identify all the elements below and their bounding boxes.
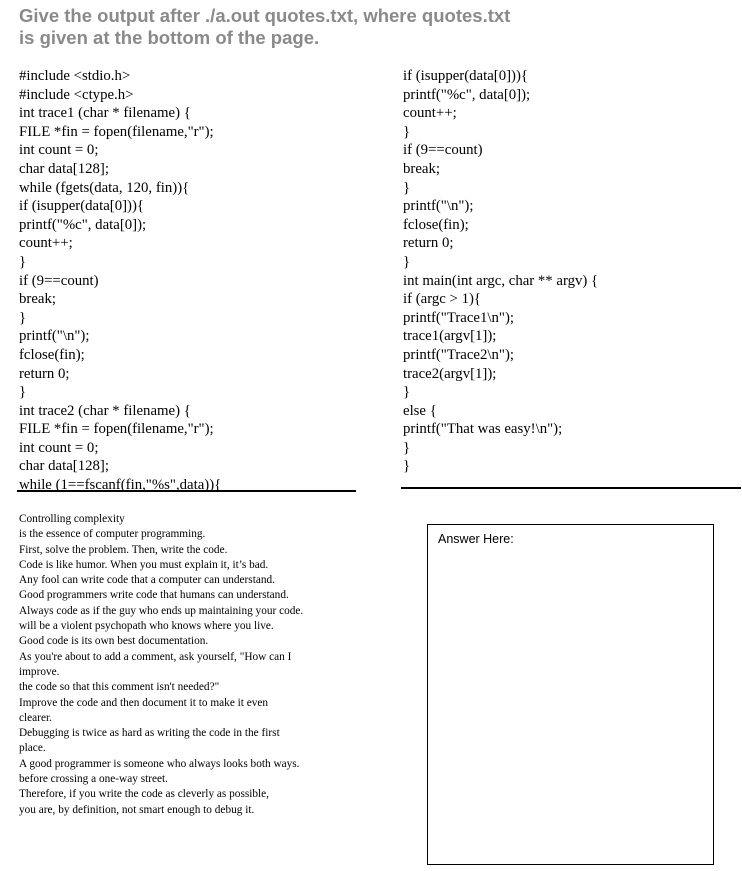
code-line: int trace2 (char * filename) { <box>19 402 191 419</box>
code-line: while (fgets(data, 120, fin)){ <box>19 179 190 196</box>
code-line: if (9==count) <box>403 142 483 159</box>
code-line: fclose(fin); <box>403 216 469 233</box>
quote-line: improve. <box>19 665 60 678</box>
quote-line: Therefore, if you write the code as cleverly as possible, <box>19 788 270 801</box>
divider-right <box>401 487 741 489</box>
code-line: printf("\n"); <box>19 328 90 345</box>
page-heading <box>19 5 579 49</box>
answer-label: Answer Here: <box>438 532 514 546</box>
quote-line: Controlling complexity <box>19 513 125 525</box>
code-line: int count = 0; <box>19 142 99 159</box>
code-line: trace1(argv[1]); <box>403 328 497 345</box>
quote-line: place. <box>19 742 46 755</box>
code-listing-right <box>403 67 598 476</box>
code-line: } <box>403 439 411 456</box>
code-line: if (isupper(data[0])){ <box>403 68 529 84</box>
code-line: fclose(fin); <box>19 346 85 363</box>
code-line: printf("%c", data[0]); <box>403 86 531 103</box>
code-line: printf("Trace2\n"); <box>403 346 514 363</box>
code-line: #include <stdio.h> <box>19 68 131 84</box>
code-line: if (9==count) <box>19 272 99 289</box>
quote-line: Code is like humor. When you must explain it, it’s bad. <box>19 558 269 571</box>
answer-box[interactable] <box>427 524 714 865</box>
code-line: count++; <box>19 235 73 252</box>
code-line: #include <ctype.h> <box>19 86 134 103</box>
code-line: break; <box>19 291 56 308</box>
code-line: return 0; <box>19 365 70 382</box>
code-line: if (argc > 1){ <box>403 291 482 308</box>
code-line: if (isupper(data[0])){ <box>19 198 145 215</box>
quote-line: you are, by definition, not smart enough to debug it. <box>19 803 255 816</box>
code-line: } <box>19 253 27 270</box>
code-line: int trace1 (char * filename) { <box>19 105 191 122</box>
code-line: } <box>403 458 411 475</box>
code-line: } <box>19 309 27 326</box>
quote-line: Good programmers write code that humans can understand. <box>19 589 289 602</box>
code-line: } <box>403 179 411 196</box>
code-line: int count = 0; <box>19 439 99 456</box>
code-line: count++; <box>403 105 457 122</box>
code-line: trace2(argv[1]); <box>403 365 497 382</box>
quote-line: is the essence of computer programming. <box>19 528 206 541</box>
code-line: int main(int argc, char ** argv) { <box>403 272 599 289</box>
quote-line: Any fool can write code that a computer can understand. <box>19 574 275 587</box>
code-line: FILE *fin = fopen(filename,"r"); <box>19 123 214 140</box>
quote-line: will be a violent psychopath who knows where you live. <box>19 620 274 633</box>
quote-line: As you're about to add a comment, ask yourself, "How can I <box>19 650 292 663</box>
code-line: char data[128]; <box>19 160 109 177</box>
code-listing-left <box>19 67 221 495</box>
code-line: printf("\n"); <box>403 198 474 215</box>
quote-line: the code so that this comment isn't needed?" <box>19 681 220 694</box>
quote-line: Always code as if the guy who ends up maintaining your code. <box>19 604 304 617</box>
quote-line: Improve the code and then document it to make it even <box>19 696 269 709</box>
code-line: } <box>403 384 411 401</box>
quote-line: before crossing a one-way street. <box>19 773 168 786</box>
code-line: break; <box>403 160 440 177</box>
code-line: } <box>403 253 411 270</box>
quote-line: Debugging is twice as hard as writing the code in the first <box>19 727 280 740</box>
quote-line: First, solve the problem. Then, write the code. <box>19 543 228 556</box>
code-line: FILE *fin = fopen(filename,"r"); <box>19 421 214 438</box>
heading-line-2: is given at the bottom of the page. <box>19 27 320 48</box>
code-line: printf("That was easy!\n"); <box>403 421 563 438</box>
code-line: while (1==fscanf(fin,"%s",data)){ <box>19 477 222 494</box>
code-line: } <box>403 123 411 140</box>
code-line: char data[128]; <box>19 458 109 475</box>
code-line: printf("Trace1\n"); <box>403 309 514 326</box>
code-line: } <box>19 384 27 401</box>
quote-line: A good programmer is someone who always looks both ways. <box>19 757 300 770</box>
code-line: return 0; <box>403 235 454 252</box>
divider-left <box>17 490 356 492</box>
quote-line: clearer. <box>19 711 52 724</box>
code-line: printf("%c", data[0]); <box>19 216 147 233</box>
quote-line: Good code is its own best documentation. <box>19 635 209 648</box>
heading-line-1: Give the output after ./a.out quotes.txt, where quotes.txt <box>19 5 511 26</box>
quotes-file-contents <box>19 512 364 818</box>
code-line: else { <box>403 402 437 419</box>
